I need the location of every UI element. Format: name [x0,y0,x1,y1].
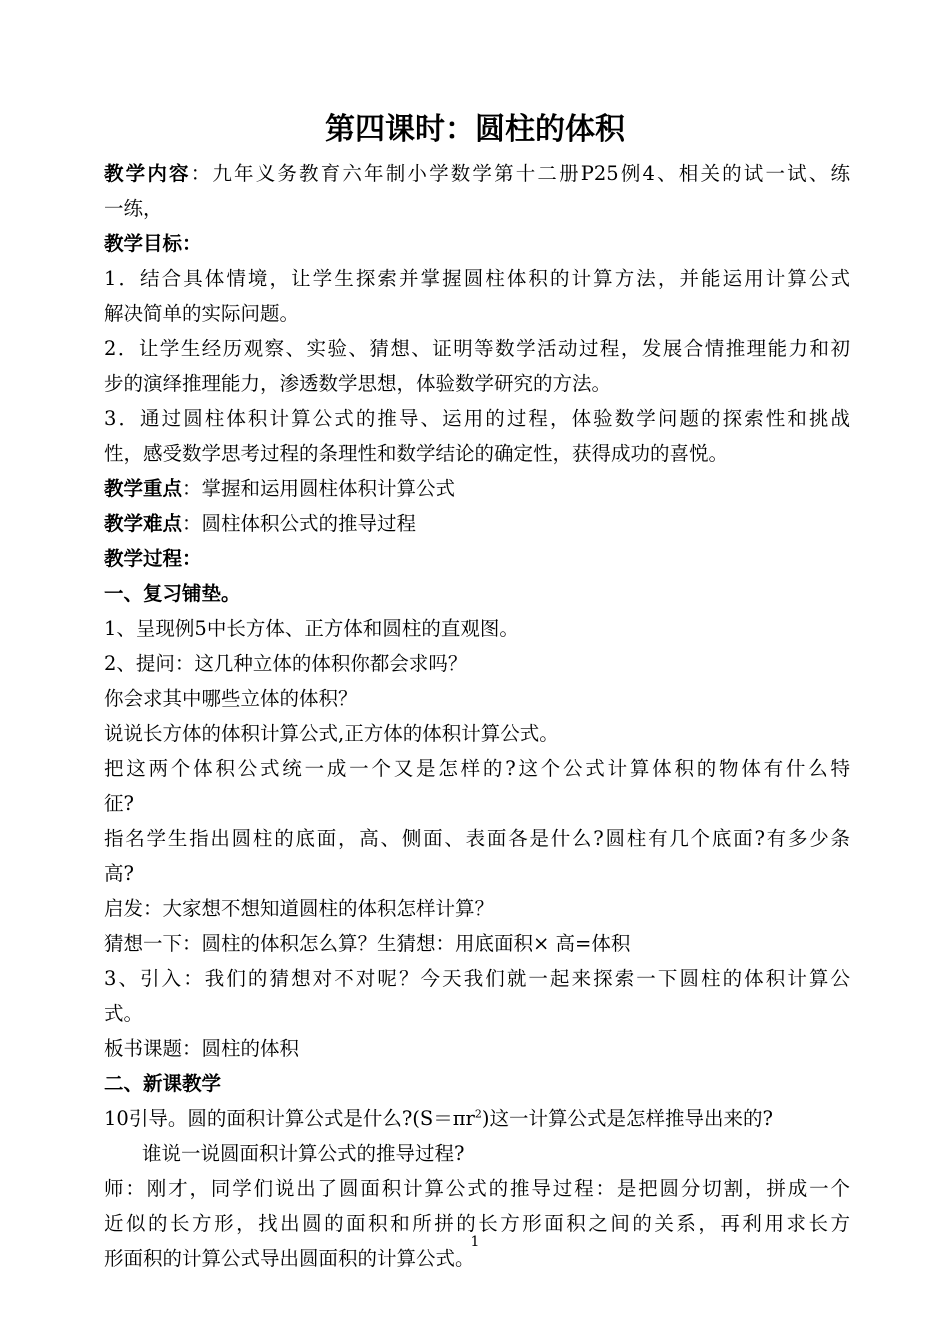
content-line-1 [104,156,850,191]
key-point-text: ：掌握和运用圆柱体积计算公式 [182,477,456,500]
difficulty-text: ：圆柱体积公式的推导过程 [182,512,417,535]
section-1-line-5b: 征? [104,792,134,815]
content-line-2: 一练， [104,197,163,220]
section-1-line-9b: 式。 [104,1002,144,1025]
section-1-line-4: 说说长方体的体积计算公式,正方体的体积计算公式。 [104,722,559,745]
section-1-line-7: 启发：大家想不想知道圆柱的体积怎样计算？ [104,897,495,920]
section-2-heading: 二、新课教学 [104,1072,222,1095]
section-1-line-9a: 3、引入：我们的猜想对不对呢？今天我们就一起来探索一下圆柱的体积计算公 [104,967,850,990]
document-body [104,156,850,1276]
circle-area-question: 10引导。圆的面积计算公式是什么?(S＝πr [104,1107,475,1130]
key-point [104,471,850,506]
section-1-line-5a: 把这两个体积公式统一成一个又是怎样的?这个公式计算体积的物体有什么特 [104,757,850,780]
section-2-line-1 [104,1101,850,1136]
section-1-line-8: 猜想一下：圆柱的体积怎么算？生猜想：用底面积× 高=体积 [104,932,631,955]
section-1-line-3: 你会求其中哪些立体的体积？ [104,687,358,710]
objective-2-line-1: 2．让学生经历观察、实验、猜想、证明等数学活动过程，发展合情推理能力和初 [104,337,850,360]
page-number: 1 [470,1234,480,1250]
document-title: 第四课时：圆柱的体积 [325,112,625,147]
section-2-line-3a: 师：刚才，同学们说出了圆面积计算公式的推导过程：是把圆分切割，拼成一个 [104,1177,850,1200]
section-1-line-6a: 指名学生指出圆柱的底面，高、侧面、表面各是什么?圆柱有几个底面?有多少条 [104,827,850,850]
section-2-line-2: 谁说一说圆面积计算公式的推导过程? [142,1142,465,1165]
process-heading: 教学过程： [104,547,202,570]
difficulty-label: 教学难点 [104,512,183,535]
objective-3-line-1: 3．通过圆柱体积计算公式的推导、运用的过程，体验数学问题的探索性和挑战 [104,407,850,430]
section-1-line-10: 板书课题：圆柱的体积 [104,1037,300,1060]
section-1-line-1: 1、呈现例5中长方体、正方体和圆柱的直观图。 [104,617,519,640]
section-2-line-3b: 近似的长方形，找出圆的面积和所拼的长方形面积之间的关系，再利用求长方 [104,1212,850,1235]
superscript-exponent: 2 [474,1107,482,1121]
objective-3-line-2: 性，感受数学思考过程的条理性和数学结论的确定性，获得成功的喜悦。 [104,442,729,465]
key-point-label: 教学重点 [104,477,183,500]
objective-1-line-1: 1．结合具体情境，让学生探索并掌握圆柱体积的计算方法，并能运用计算公式 [104,267,850,290]
derivation-question: )这一计算公式是怎样推导出来的? [481,1107,773,1130]
section-2-line-3c: 形面积的计算公式导出圆面积的计算公式。 [104,1247,475,1270]
content-text: ：九年义务教育六年制小学数学第十二册P25例4、相关的试一试、练 [190,162,850,185]
difficulty [104,506,850,541]
objectives-heading: 教学目标： [104,232,202,255]
section-1-line-6b: 高? [104,862,134,885]
objective-1-line-2: 解决简单的实际问题。 [104,302,300,325]
content-label: 教学内容 [104,162,191,185]
section-1-heading: 一、复习铺垫。 [104,582,241,605]
objective-2-line-2: 步的演绎推理能力，渗透数学思想，体验数学研究的方法。 [104,372,612,395]
section-1-line-2: 2、提问：这几种立体的体积你都会求吗？ [104,652,468,675]
